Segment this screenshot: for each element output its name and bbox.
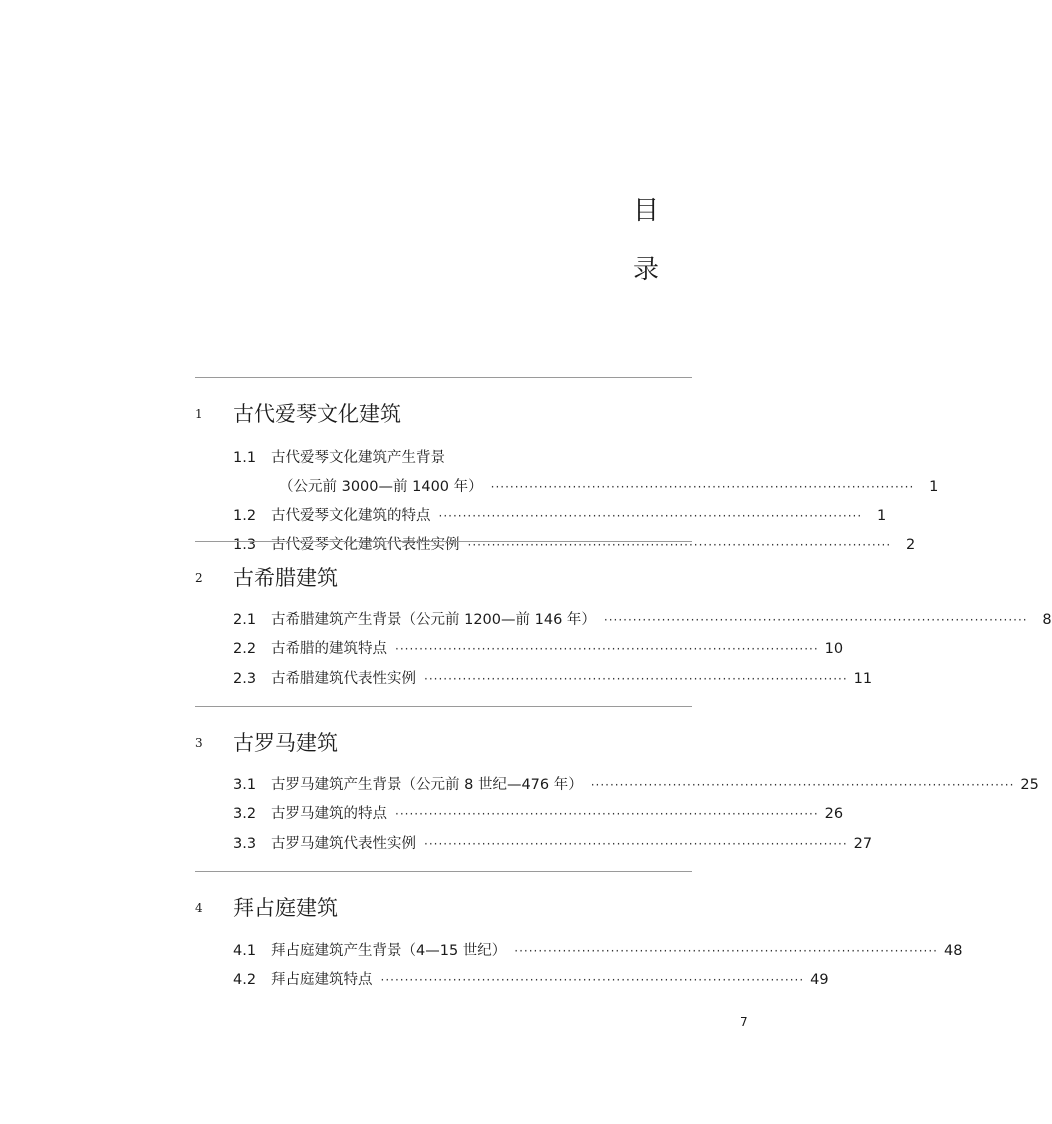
page-number: 11	[853, 671, 873, 687]
section-number: 3.1	[233, 777, 257, 793]
heading-char-2: 录	[632, 255, 659, 285]
leader-dots: ························································································	[438, 509, 863, 523]
chapter-4	[195, 871, 963, 1002]
toc-entry[interactable]	[233, 668, 873, 690]
section-title: 拜占庭建筑特点	[271, 972, 373, 988]
section-number: 3.3	[233, 836, 257, 852]
leader-dots: ························································································	[590, 778, 1015, 792]
section-number: 2.2	[233, 641, 257, 657]
chapter-1	[195, 377, 939, 553]
page-number: 26	[824, 806, 844, 822]
section-number: 4.2	[233, 972, 257, 988]
chapter-number: 3	[195, 736, 203, 750]
section-title: 古希腊的建筑特点	[271, 641, 387, 657]
page-number: 1	[876, 508, 887, 524]
section-number: 1.2	[233, 508, 257, 524]
toc-entry[interactable]	[233, 969, 829, 991]
toc-entry[interactable]	[279, 476, 939, 498]
chapter-number: 2	[195, 571, 203, 585]
leader-dots: ························································································	[490, 480, 915, 494]
toc-entry[interactable]	[233, 833, 873, 855]
table-of-contents	[195, 377, 1052, 1002]
page-number: 49	[810, 972, 829, 988]
toc-entry[interactable]	[233, 505, 887, 527]
chapter-title[interactable]: 古罗马建筑	[233, 731, 338, 755]
section-number: 1.3	[233, 537, 257, 553]
toc-entry[interactable]	[233, 803, 844, 825]
section-number: 3.2	[233, 806, 257, 822]
section-title: 古代爱琴文化建筑的特点	[271, 508, 431, 524]
page-number: 10	[824, 641, 844, 657]
page-number: 25	[1020, 777, 1039, 793]
section-number: 1.1	[233, 450, 257, 466]
section-title: （公元前 3000—前 1400 年）	[279, 479, 483, 495]
toc-entry[interactable]	[233, 447, 688, 469]
section-number: 4.1	[233, 943, 257, 959]
section-title: 古代爱琴文化建筑产生背景	[271, 450, 445, 466]
section-title: 古罗马建筑的特点	[271, 806, 387, 822]
leader-dots: ························································································	[424, 672, 848, 686]
leader-dots: ························································································	[395, 807, 819, 821]
toc-entry[interactable]	[233, 609, 1052, 631]
leader-dots: ························································································	[467, 538, 892, 552]
chapter-3	[195, 706, 1039, 871]
folio-page-number: 7	[740, 1015, 748, 1029]
toc-entry[interactable]	[233, 940, 963, 962]
page-number: 27	[853, 836, 873, 852]
toc-entry[interactable]	[233, 638, 844, 660]
section-title: 古希腊建筑产生背景（公元前 1200—前 146 年）	[271, 612, 596, 628]
chapter-title[interactable]: 拜占庭建筑	[233, 896, 338, 920]
section-title: 古希腊建筑代表性实例	[271, 671, 416, 687]
chapter-title[interactable]: 古代爱琴文化建筑	[233, 402, 401, 426]
leader-dots: ························································································	[603, 613, 1028, 627]
leader-dots: ························································································	[395, 642, 819, 656]
leader-dots: ························································································	[424, 837, 848, 851]
section-title: 古罗马建筑产生背景（公元前 8 世纪—476 年）	[271, 777, 583, 793]
leader-dots: ························································································	[380, 973, 805, 987]
heading-char-1: 目	[632, 196, 659, 226]
chapter-number: 4	[195, 901, 203, 915]
section-title: 拜占庭建筑产生背景（4—15 世纪）	[271, 943, 507, 959]
toc-entry[interactable]	[233, 774, 1039, 796]
section-title: 古代爱琴文化建筑代表性实例	[271, 537, 460, 553]
chapter-title[interactable]: 古希腊建筑	[233, 566, 338, 590]
chapter-2	[195, 541, 1052, 706]
leader-dots: ························································································	[514, 944, 938, 958]
page-number: 8	[1042, 612, 1052, 628]
page-number: 2	[905, 537, 916, 553]
section-number: 2.1	[233, 612, 257, 628]
chapter-number: 1	[195, 407, 203, 421]
section-title: 古罗马建筑代表性实例	[271, 836, 416, 852]
page-number: 1	[929, 479, 939, 495]
section-number: 2.3	[233, 671, 257, 687]
page-number: 48	[943, 943, 963, 959]
